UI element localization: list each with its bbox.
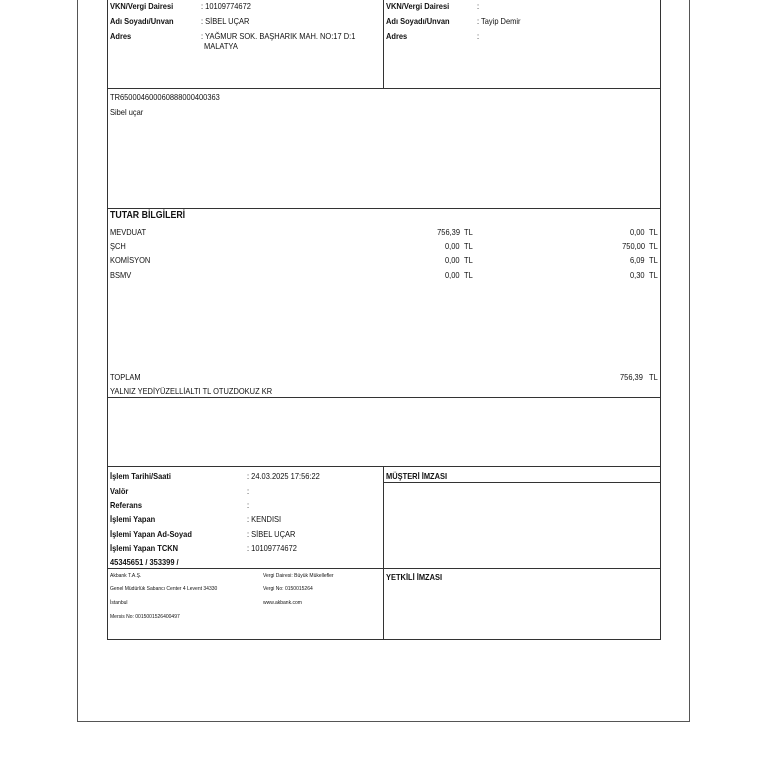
performer-name-value: : SİBEL UÇAR	[247, 529, 296, 539]
transaction-code: 45345651 / 353399 /	[110, 557, 179, 567]
iban-text: TR650004600060888000400363	[110, 92, 220, 102]
amount-row-cur2: TL	[649, 241, 658, 251]
amount-row-label: ŞCH	[110, 241, 126, 251]
blank-box	[107, 397, 661, 467]
amount-row-cur2: TL	[649, 270, 658, 280]
footer-divider	[383, 568, 384, 640]
valor-label: Valör	[110, 486, 129, 496]
amount-row-col2: 750,00	[622, 241, 645, 251]
footer-web: www.akbank.com	[263, 600, 302, 606]
amount-row-cur1: TL	[464, 241, 473, 251]
amount-in-words: YALNIZ YEDİYÜZELLİALTI TL OTUZDOKUZ KR	[110, 386, 273, 396]
sender-address-line2: MALATYA	[204, 41, 238, 51]
amount-row-col2: 0,00	[630, 227, 645, 237]
amount-row-col1: 0,00	[445, 241, 460, 251]
reference-label: Referans	[110, 500, 143, 510]
amount-row-label: BSMV	[110, 270, 132, 280]
footer-bank: Akbank T.A.Ş.	[110, 573, 142, 579]
sender-name-label: Adı Soyadı/Unvan	[110, 16, 174, 26]
total-currency: TL	[649, 372, 658, 382]
sender-address-line1: : YAĞMUR SOK. BAŞHARIK MAH. NO:17 D:1	[201, 31, 356, 41]
reference-value: :	[247, 500, 250, 510]
receiver-address-value: :	[477, 31, 480, 41]
total-value: 756,39	[620, 372, 643, 382]
footer-tax-office: Vergi Dairesi: Büyük Mükellefler	[263, 573, 334, 579]
valor-value: :	[247, 486, 250, 496]
receiver-name-label: Adı Soyadı/Unvan	[386, 16, 450, 26]
receiver-vkn-value: :	[477, 1, 480, 11]
footer-mersis: Mersis No: 0015001526400497	[110, 614, 180, 620]
amounts-box	[107, 208, 661, 398]
sender-vkn-label: VKN/Vergi Dairesi	[110, 1, 174, 11]
amount-row-label: KOMİSYON	[110, 255, 151, 265]
customer-signature-rule	[383, 482, 661, 483]
receiver-address-label: Adres	[386, 31, 408, 41]
performer-tckn-value: : 10109774672	[247, 543, 297, 553]
amount-row-col2: 6,09	[630, 255, 645, 265]
party-divider	[383, 0, 384, 89]
account-holder: Sibel uçar	[110, 107, 144, 117]
amount-row-col1: 0,00	[445, 255, 460, 265]
amount-row-col1: 0,00	[445, 270, 460, 280]
account-box	[107, 88, 661, 209]
amount-row-col1: 756,39	[437, 227, 460, 237]
performer-name-label: İşlemi Yapan Ad-Soyad	[110, 529, 192, 539]
performed-by-label: İşlemi Yapan	[110, 514, 156, 524]
amount-row-cur1: TL	[464, 270, 473, 280]
sender-address-label: Adres	[110, 31, 132, 41]
authorized-signature-label: YETKİLİ İMZASI	[386, 572, 443, 582]
date-label: İşlem Tarihi/Saati	[110, 471, 171, 481]
footer-tax-no: Vergi No: 0150015264	[263, 586, 313, 592]
date-value: : 24.03.2025 17:56:22	[247, 471, 320, 481]
footer-address: Genel Müdürlük Sabancı Center 4 Levent 34330	[110, 586, 218, 592]
amounts-title: TUTAR BİLGİLERİ	[110, 210, 186, 221]
party-info-box	[107, 0, 661, 89]
customer-signature-label: MÜŞTERİ İMZASI	[386, 471, 448, 481]
performer-tckn-label: İşlemi Yapan TCKN	[110, 543, 179, 553]
amount-row-label: MEVDUAT	[110, 227, 147, 237]
amount-row-cur2: TL	[649, 227, 658, 237]
performed-by-value: : KENDISI	[247, 514, 282, 524]
amount-row-cur1: TL	[464, 227, 473, 237]
footer-city: İstanbul	[110, 600, 128, 606]
total-label: TOPLAM	[110, 372, 141, 382]
amount-row-cur1: TL	[464, 255, 473, 265]
receiver-vkn-label: VKN/Vergi Dairesi	[386, 1, 450, 11]
amount-row-cur2: TL	[649, 255, 658, 265]
sender-vkn-value: : 10109774672	[201, 1, 251, 11]
receiver-name-value: : Tayip Demir	[477, 16, 521, 26]
footer-box	[107, 568, 661, 640]
amount-row-col2: 0,30	[630, 270, 645, 280]
sender-name-value: : SİBEL UÇAR	[201, 16, 250, 26]
